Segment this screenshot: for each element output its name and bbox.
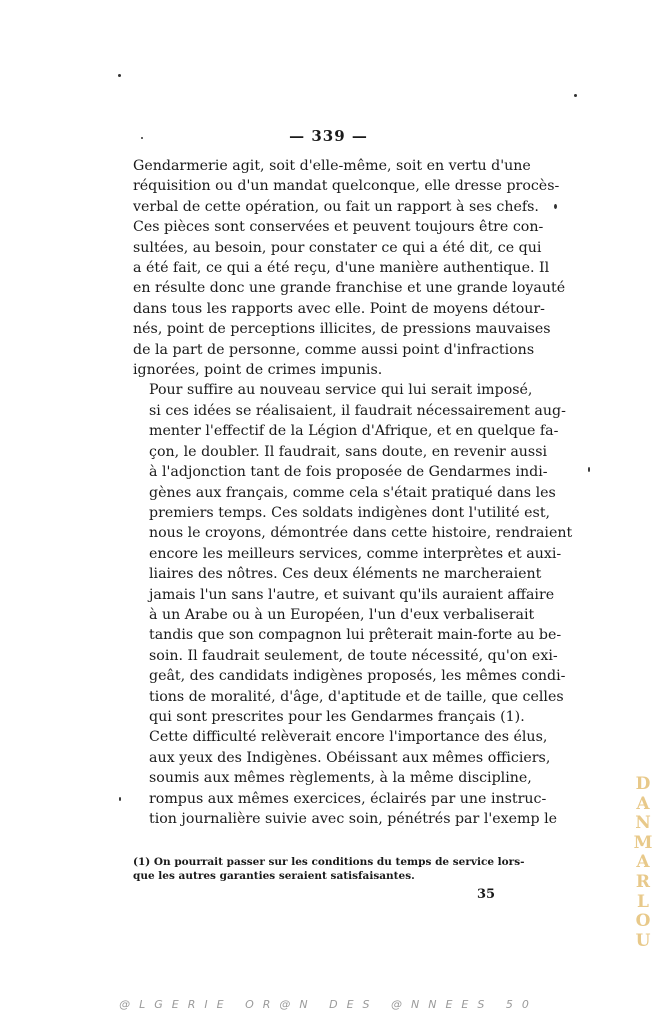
text-line: Ces pièces sont conservées et peuvent toujours être con- [133, 219, 544, 236]
watermark-letter: U [635, 930, 651, 951]
text-line: soumis aux mêmes règlements, à la même discipline, [149, 770, 532, 787]
text-line: çon, le doubler. Il faudrait, sans doute, en revenir aussi [149, 443, 548, 460]
body-text [133, 156, 573, 829]
text-line: de la part de personne, comme aussi point d'infractions [133, 341, 535, 358]
page-number: — 339 — [289, 127, 368, 145]
signature-mark: 35 [477, 887, 496, 902]
text-line: ignorées, point de crimes impunis. [133, 362, 383, 379]
watermark-letter: A [636, 793, 650, 814]
text-line: encore les meilleurs services, comme interprètes et auxi- [149, 545, 562, 562]
watermark-letter: R [635, 871, 651, 892]
text-line: à un Arabe ou à un Européen, l'un d'eux verbaliserait [149, 606, 535, 623]
text-line: verbal de cette opération, ou fait un rapport à ses chefs. [133, 198, 539, 215]
text-line: réquisition ou d'un mandat quelconque, elle dresse procès- [133, 178, 560, 195]
paragraph-3 [133, 727, 558, 829]
scan-speck [118, 74, 121, 77]
text-line: à l'adjonction tant de fois proposée de Gendarmes indi- [149, 464, 548, 481]
watermark-letter: N [635, 813, 651, 834]
text-line: sultées, au besoin, pour constater ce qui a été dit, ce qui [133, 239, 542, 256]
text-line: nous le croyons, démontrée dans cette histoire, rendraient [149, 525, 573, 542]
text-line: qui sont prescrites pour les Gendarmes français (1). [149, 708, 525, 725]
text-line: rompus aux mêmes exercices, éclairés par une instruc- [149, 790, 547, 807]
watermark-letter: O [635, 911, 651, 932]
paragraph-1 [133, 156, 566, 380]
text-line: Cette difficulté relèverait encore l'importance des élus, [149, 729, 548, 746]
text-line: geât, des candidats indigènes proposés, les mêmes condi- [149, 668, 566, 685]
text-line: premiers temps. Ces soldats indigènes dont l'utilité est, [149, 504, 551, 521]
scan-speck [554, 204, 557, 209]
text-line: aux yeux des Indigènes. Obéissant aux mêmes officiers, [149, 749, 551, 766]
watermark-letter: A [636, 852, 650, 873]
watermark-side [632, 775, 654, 951]
text-line: gènes aux français, comme cela s'était pratiqué dans les [149, 484, 556, 501]
text-line: tandis que son compagnon lui prêterait main-forte au be- [149, 627, 562, 644]
scan-speck [141, 137, 143, 139]
watermark-letter: M [633, 832, 653, 853]
text-line: en résulte donc une grande franchise et une grande loyauté [133, 280, 566, 297]
text-line: dans tous les rapports avec elle. Point de moyens détour- [133, 300, 545, 317]
watermark-letter: L [637, 891, 649, 912]
text-line: a été fait, ce qui a été reçu, d'une manière authentique. Il [133, 260, 550, 277]
text-line: tions de moralité, d'âge, d'aptitude et de taille, que celles [149, 688, 564, 705]
footnote [133, 855, 528, 883]
footnote-line: (1) On pourrait passer sur les conditions du temps de service lors- [133, 856, 525, 868]
text-line: tion journalière suivie avec soin, pénétrés par l'exemp le [149, 811, 558, 827]
scan-speck [588, 467, 590, 472]
watermark-bottom: @LGERIE OR@N DES @NNEES 50 [119, 998, 538, 1011]
paragraph-2 [133, 380, 573, 727]
text-line: Gendarmerie agit, soit d'elle-même, soit en vertu d'une [133, 158, 531, 174]
scan-speck [574, 94, 577, 97]
text-line: menter l'effectif de la Légion d'Afrique, et en quelque fa- [149, 423, 559, 440]
footnote-line: que les autres garanties seraient satisfaisantes. [133, 870, 415, 882]
text-line: Pour suffire au nouveau service qui lui serait imposé, [149, 382, 533, 399]
text-line: nés, point de perceptions illicites, de pressions mauvaises [133, 321, 551, 338]
text-line: si ces idées se réalisaient, il faudrait nécessairement aug- [149, 402, 566, 419]
text-line: liaires des nôtres. Ces deux éléments ne marcheraient [149, 566, 542, 583]
scan-speck [119, 797, 121, 801]
text-line: jamais l'un sans l'autre, et suivant qu'ils auraient affaire [149, 586, 555, 603]
watermark-letter: D [635, 774, 651, 794]
text-line: soin. Il faudrait seulement, de toute nécessité, qu'on exi- [149, 647, 558, 664]
